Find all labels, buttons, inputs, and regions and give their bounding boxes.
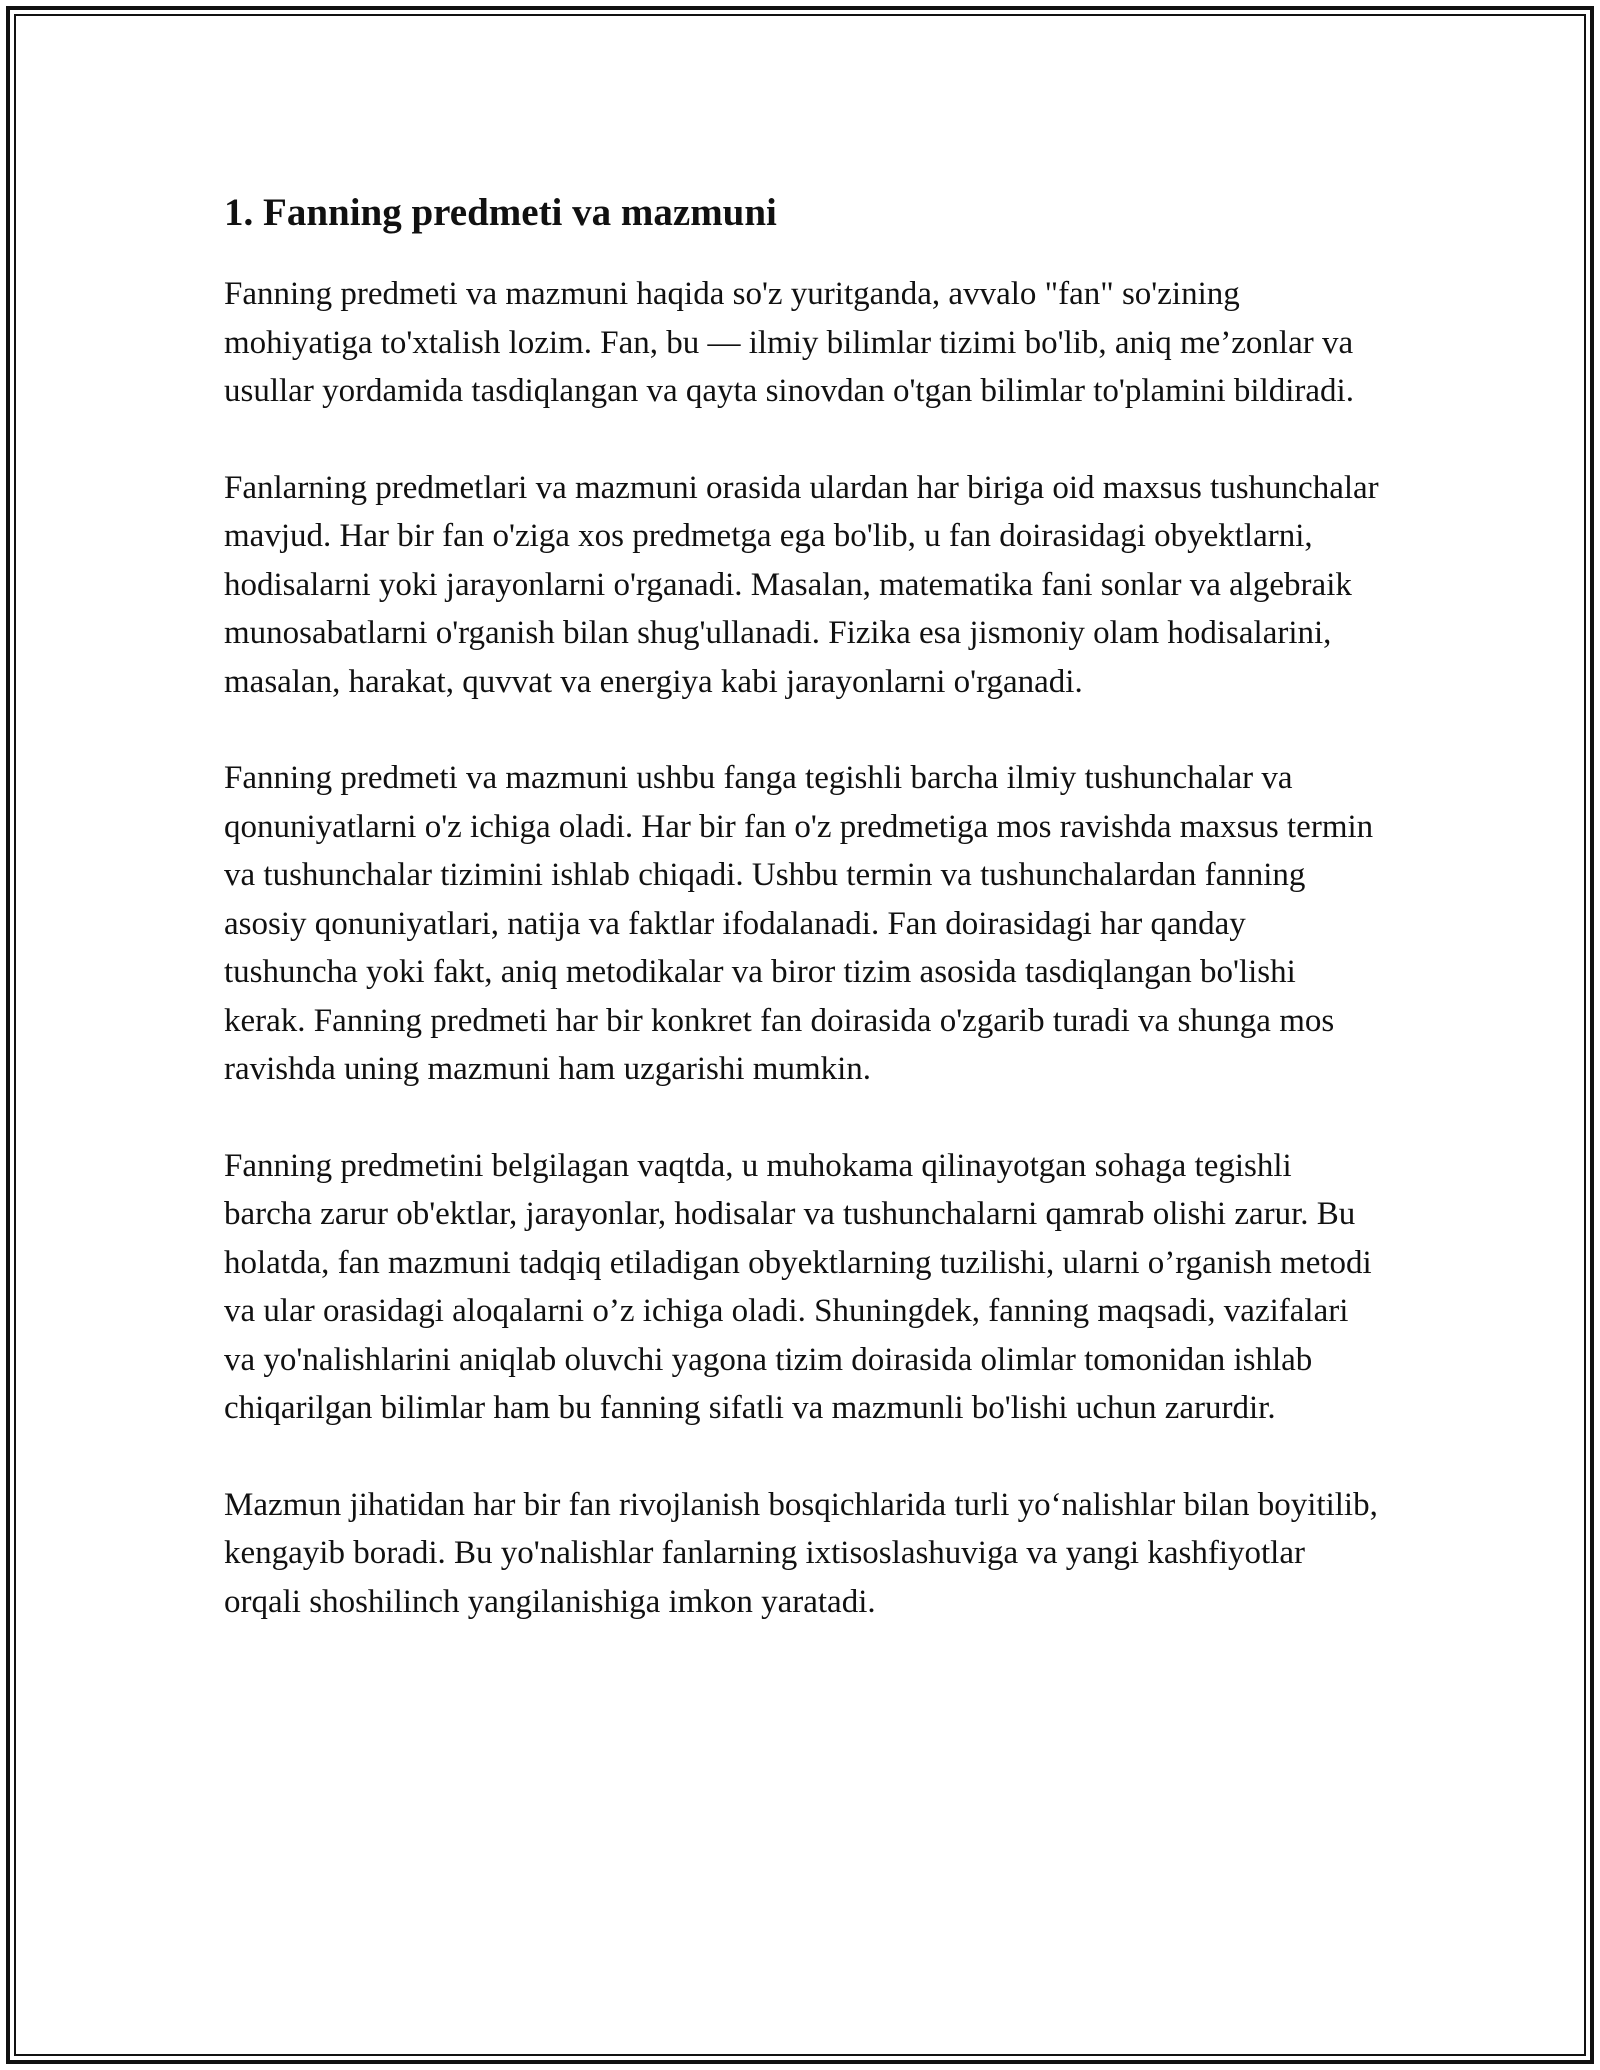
paragraph-3: Fanning predmeti va mazmuni ushbu fanga tegishli barcha ilmiy tushunchalar va qonuniyatlarni o'z ichiga oladi. Har bir fan o'z predmetiga mos ravishda maxsus termin va tushunchalar tizimini ishlab chiqadi. Ushbu termin va tushunchalardan fanning asosiy qonuniyatlari, natija va faktlar ifodalanadi. Fan doirasidagi har qanday tushuncha yoki fakt, aniq metodikalar va biror tizim asosida tasdiqlangan bo'lishi kerak. Fanning predmeti har bir konkret fan doirasida o'zgarib turadi va shunga mos ravishda uning mazmuni ham uzgarishi mumkin. [224,760,1374,1087]
document-body [224,186,1384,1626]
section-title: 1. Fanning predmeti va mazmuni [224,191,777,234]
paragraph-1: Fanning predmeti va mazmuni haqida so'z yuritganda, avvalo "fan" so'zining mohiyatiga to'xtalish lozim. Fan, bu — ilmiy bilimlar tizimi bo'lib, aniq me’zonlar va usullar yordamida tasdiqlangan va qayta sinovdan o'tgan bilimlar to'plamini bildiradi. [224,276,1354,409]
paragraph-2: Fanlarning predmetlari va mazmuni orasida ulardan har biriga oid maxsus tushunchalar mavjud. Har bir fan o'ziga xos predmetga ega bo'lib, u fan doirasidagi obyektlarni, hodisalarni yoki jarayonlarni o'rganadi. Masalan, matematika fani sonlar va algebraik munosabatlarni o'rganish bilan shug'ullanadi. Fizika esa jismoniy olam hodisalarini, masalan, harakat, quvvat va energiya kabi jarayonlarni o'rganadi. [224,469,1379,700]
paragraph-5: Mazmun jihatidan har bir fan rivojlanish bosqichlarida turli yo‘nalishlar bilan boyitilib, kengayib boradi. Bu yo'nalishlar fanlarning ixtisoslashuviga va yangi kashfiyotlar orqali shoshilinch yangilanishiga imkon yaratadi. [224,1486,1378,1620]
paragraph-4: Fanning predmetini belgilagan vaqtda, u muhokama qilinayotgan sohaga tegishli barcha zarur ob'ektlar, jarayonlar, hodisalar va tushunchalarni qamrab olishi zarur. Bu holatda, fan mazmuni tadqiq etiladigan obyektlarning tuzilishi, ularni o’rganish metodi va ular orasidagi aloqalarni o’z ichiga oladi. Shuningdek, fanning maqsadi, vazifalari va yo'nalishlarini aniqlab oluvchi yagona tizim doirasida olimlar tomonidan ishlab chiqarilgan bilimlar ham bu fanning sifatli va mazmunli bo'lishi uchun zarurdir. [224,1147,1372,1426]
